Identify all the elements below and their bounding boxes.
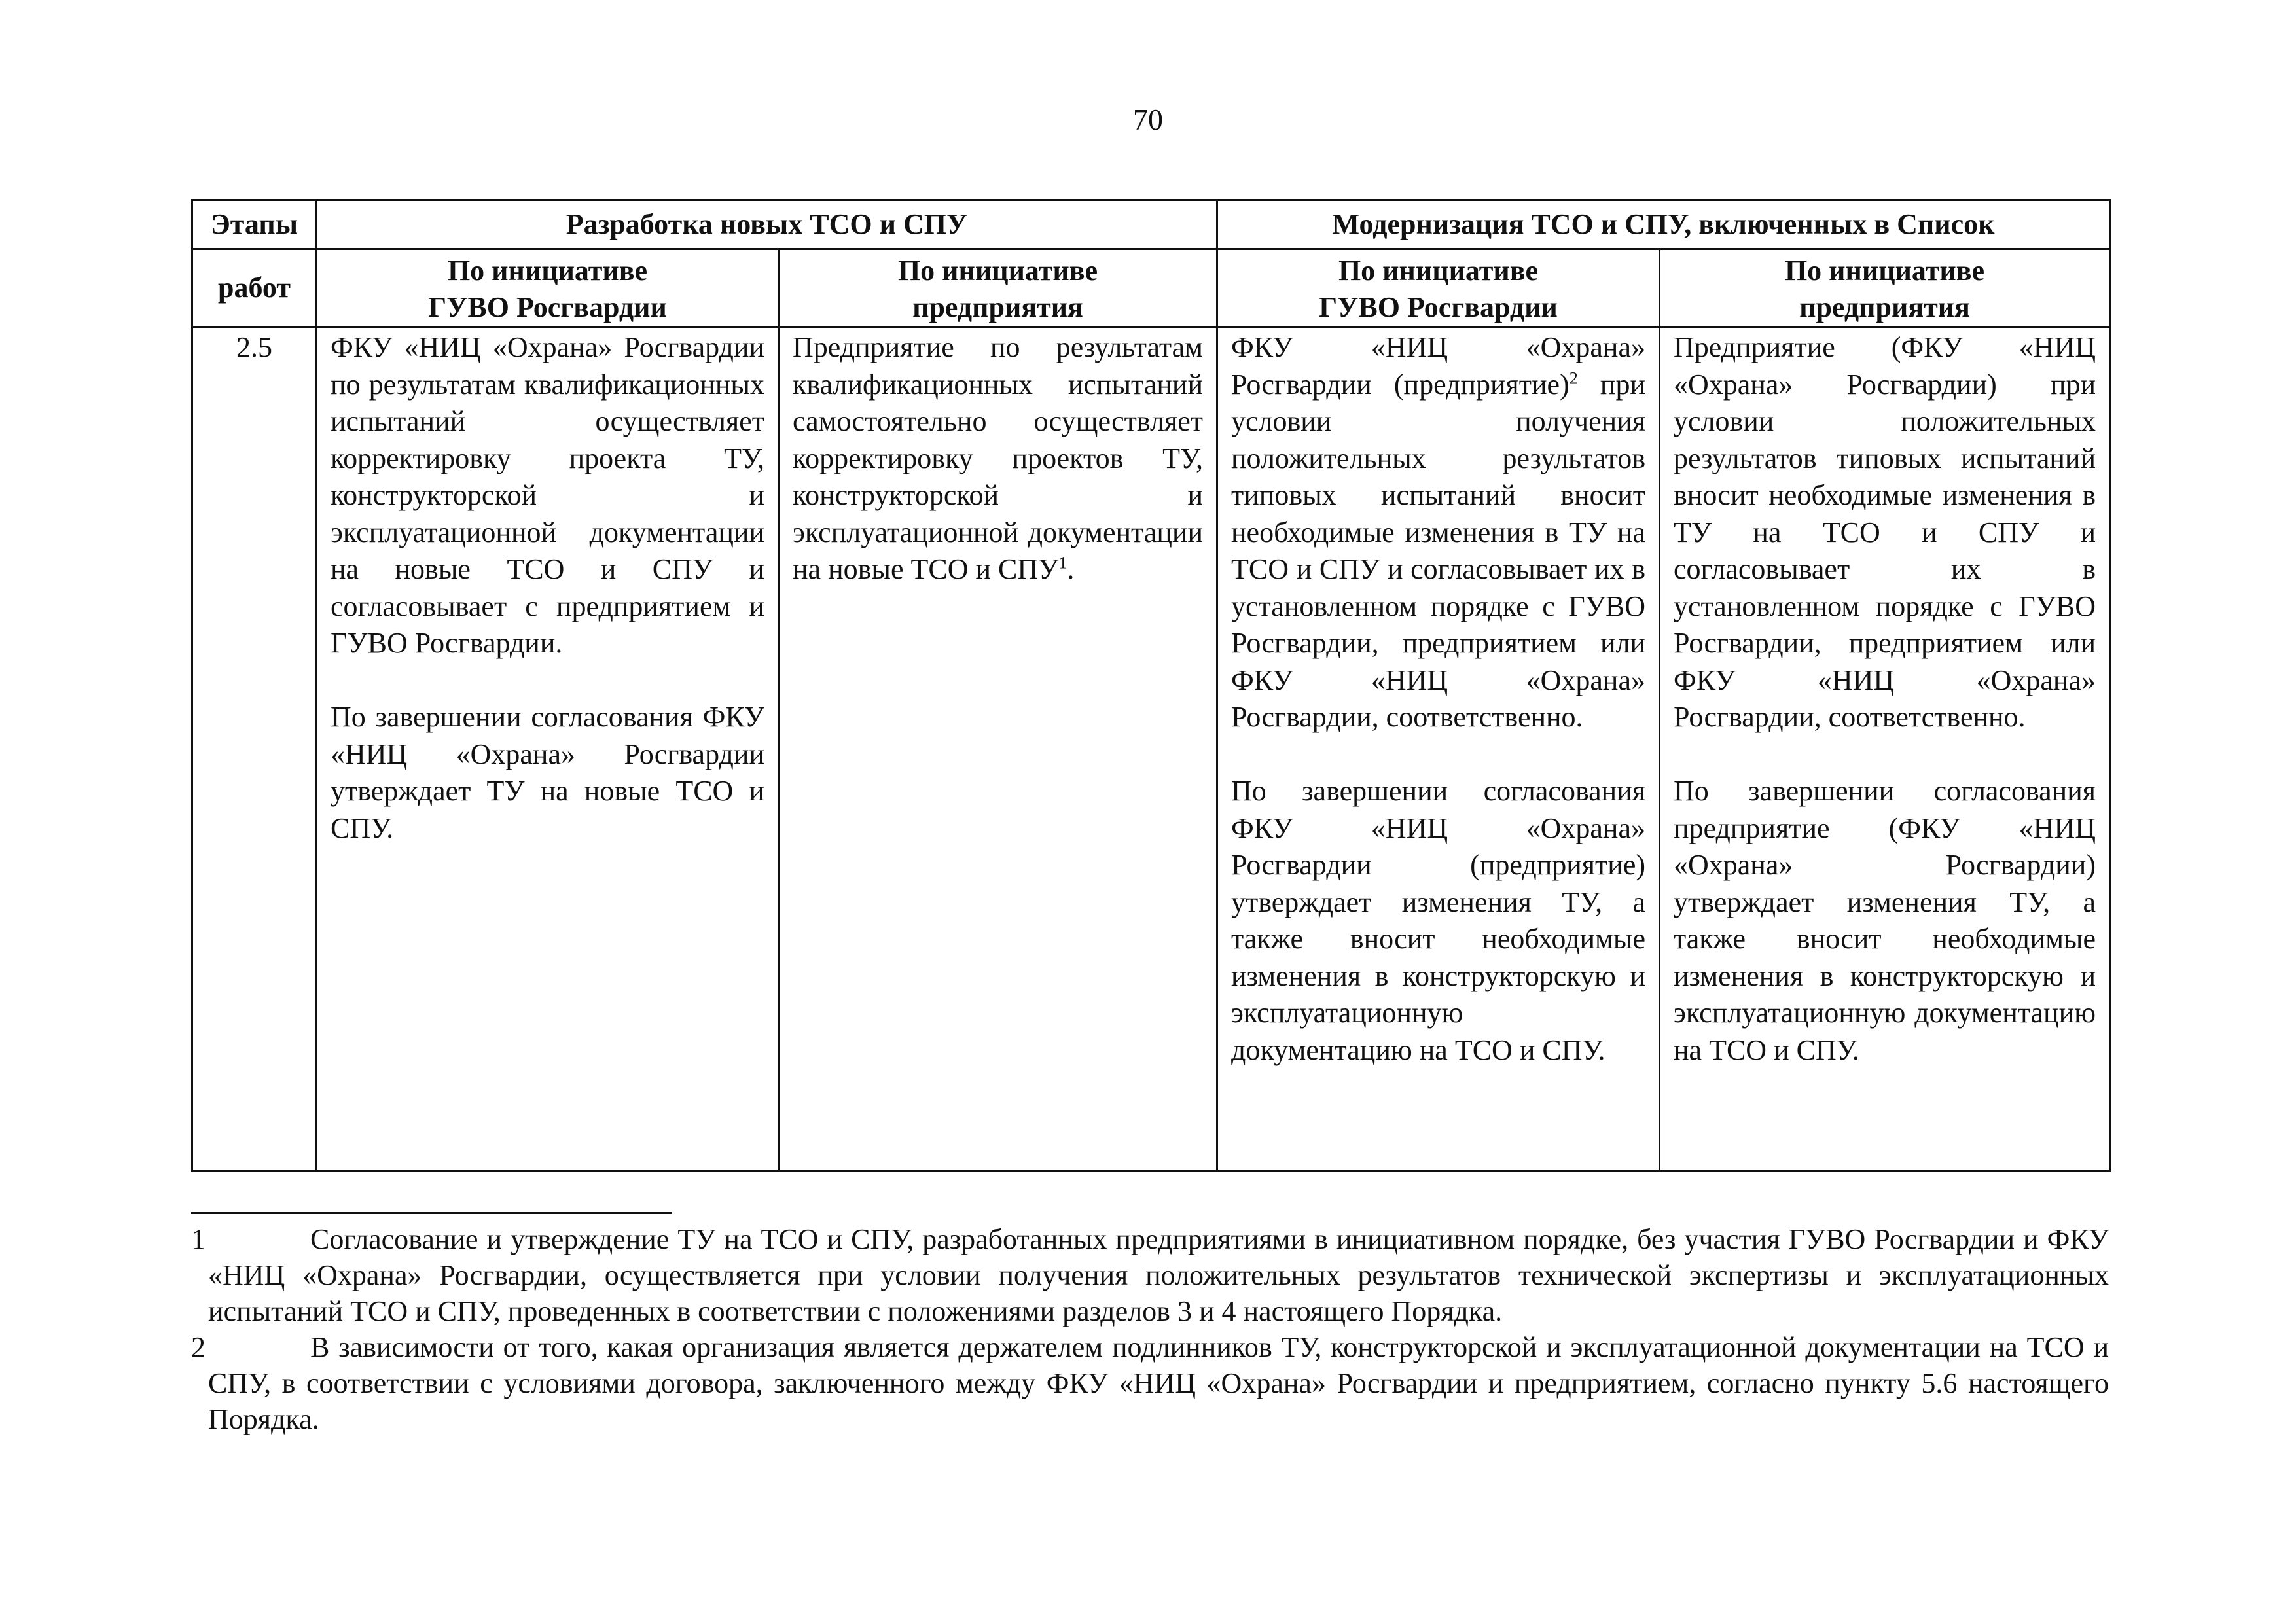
header-new-enterprise-line2: предприятия [912,291,1083,323]
cell-mod-enterprise-paragraph-2: По завершении согласования предприятие (ФКУ «НИЦ «Охрана» Росгвардии) утверждает изменения ТУ, а также вносит необходимые изменения в конструкторскую и эксплуатационную документацию на ТСО и СПУ. [1674,775,2096,1066]
header-new-enterprise [779,249,1217,327]
header-new-enterprise-line1: По инициативе [897,255,1098,287]
cell-mod-guvo-paragraph-2: По завершении согласования ФКУ «НИЦ «Охрана» Росгвардии (предприятие) утверждает изменения ТУ, а также вносит необходимые изменения в конструкторскую и эксплуатационную документацию на ТСО и СПУ. [1231,775,1645,1066]
cell-mod-guvo [1217,327,1660,1171]
cell-mod-enterprise [1660,327,2110,1171]
cell-new-guvo [317,327,779,1171]
footnotes [191,1221,2109,1437]
header-mod-enterprise-line2: предприятия [1799,291,1970,323]
header-mod-enterprise [1660,249,2110,327]
stage-number: 2.5 [192,327,317,1171]
table-header-row-1 [192,200,2110,249]
footnote-1-text: Согласование и утверждение ТУ на ТСО и СПУ, разработанных предприятиями в инициативном порядке, без участия ГУВО Росгвардии и ФКУ «НИЦ «Охрана» Росгвардии, осуществляется при условии получения положительных результатов технической экспертизы и эксплуатационных испытаний ТСО и СПУ, проведенных в соответствии с положениями разделов 3 и 4 настоящего Порядка. [208,1223,2109,1327]
footnote-separator [191,1212,672,1214]
header-new-development: Разработка новых ТСО и СПУ [317,200,1217,249]
cell-new-enterprise-text: Предприятие по результатам квалификационных испытаний самостоятельно осуществляет корректировку проектов ТУ, конструкторской и эксплуатационной документации на новые ТСО и СПУ [793,331,1203,585]
header-new-guvo-line1: По инициативе [447,255,648,287]
footnote-ref-2: 2 [1569,368,1578,387]
footnote-ref-1: 1 [1058,553,1067,573]
cell-mod-guvo-paragraph-1 [1231,329,1645,736]
footnote-1-number: 1 [191,1223,206,1255]
footnote-1 [191,1221,2109,1329]
cell-new-guvo-paragraph-2: По завершении согласования ФКУ «НИЦ «Охрана» Росгвардии утверждает ТУ на новые ТСО и СПУ. [331,701,764,844]
footnote-2 [191,1329,2109,1437]
header-mod-enterprise-line1: По инициативе [1784,255,1985,287]
table-header-row-2 [192,249,2110,327]
cell-new-enterprise-paragraph [793,329,1203,588]
procedure-table [191,199,2111,1172]
footnote-2-number: 2 [191,1331,206,1363]
cell-mod-enterprise-paragraph-1: Предприятие (ФКУ «НИЦ «Охрана» Росгвардии) при условии положительных результатов типовых испытаний вносит необходимые изменения в ТУ на ТСО и СПУ и согласовывает их в установленном порядке с ГУВО Росгвардии, предприятием или ФКУ «НИЦ «Охрана» Росгвардии, соответственно. [1674,331,2096,733]
header-modernization: Модернизация ТСО и СПУ, включенных в Список [1217,200,2110,249]
page-number: 70 [1133,103,1163,136]
header-stage-top: Этапы [192,200,317,249]
header-mod-guvo-line1: По инициативе [1338,255,1539,287]
cell-mod-guvo-text-b: при условии получения положительных результатов типовых испытаний вносит необходимые изменения в ТУ на ТСО и СПУ и согласовывает их в установленном порядке с ГУВО Росгвардии, предприятием или ФКУ «НИЦ «Охрана» Росгвардии, соответственно. [1231,368,1645,733]
cell-new-enterprise [779,327,1217,1171]
footnote-2-text: В зависимости от того, какая организация является держателем подлинников ТУ, конструкторской и эксплуатационной документации на ТСО и СПУ, в соответствии с условиями договора, заключенного между ФКУ «НИЦ «Охрана» Росгвардии и предприятием, согласно пункту 5.6 настоящего Порядка. [208,1331,2109,1435]
header-stage-bottom: работ [192,249,317,327]
cell-new-guvo-paragraph-1: ФКУ «НИЦ «Охрана» Росгвардии по результатам квалификационных испытаний осуществляет корректировку проекта ТУ, конструкторской и эксплуатационной документации на новые ТСО и СПУ и согласовывает с предприятием и ГУВО Росгвардии. [331,331,764,659]
cell-new-enterprise-end: . [1067,553,1075,585]
header-new-guvo-line2: ГУВО Росгвардии [428,291,667,323]
cell-mod-guvo-text-a: ФКУ «НИЦ «Охрана» Росгвардии (предприятие) [1231,331,1645,401]
header-mod-guvo-line2: ГУВО Росгвардии [1319,291,1558,323]
table-row-2-5 [192,327,2110,1171]
header-mod-guvo [1217,249,1660,327]
header-new-guvo [317,249,779,327]
